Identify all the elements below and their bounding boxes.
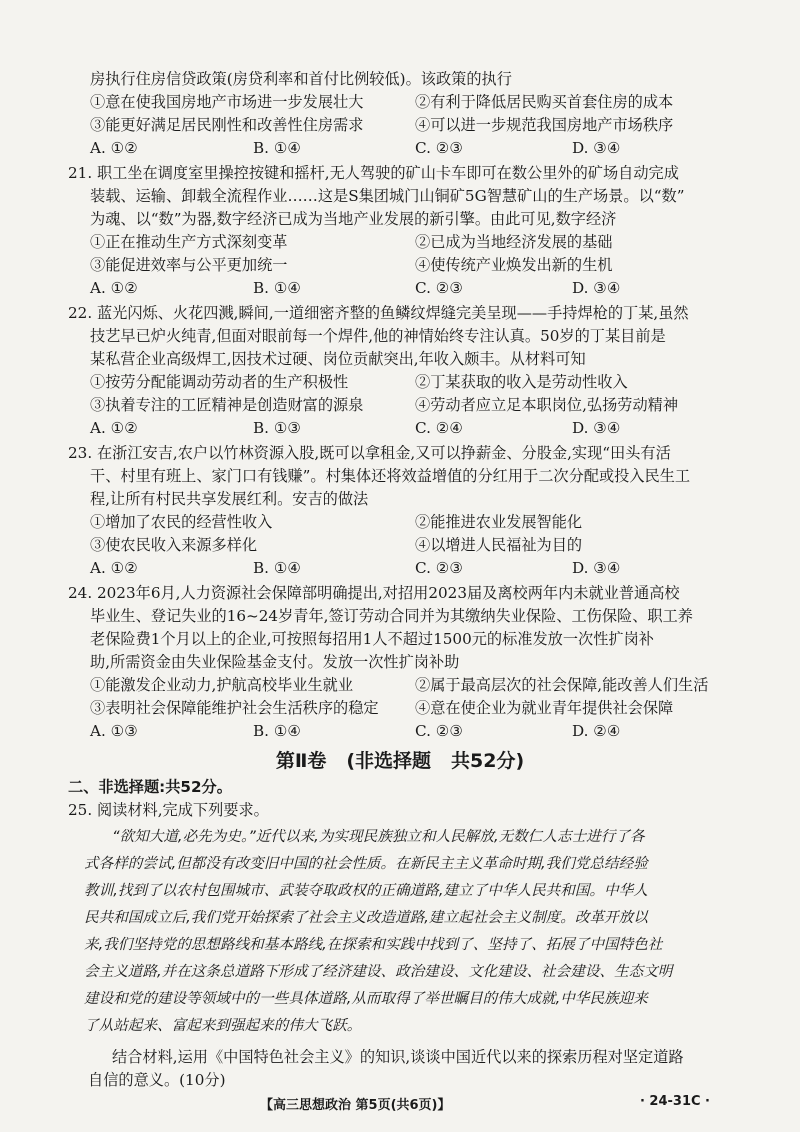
q24-choice-b: B. ①④ — [253, 722, 302, 740]
q21-choice-a: A. ①② — [90, 279, 138, 297]
q25-material-3: 教训,找到了以农村包围城市、武装夺取政权的正确道路,建立了中华人民共和国。中华人 — [84, 882, 648, 899]
q22-option-4: ④劳动者应立足本职岗位,弘扬劳动精神 — [415, 396, 679, 414]
q20-option-4: ④可以进一步规范我国房地产市场秩序 — [415, 116, 674, 134]
q22-choice-a: A. ①② — [90, 419, 138, 437]
q23-option-4: ④以增进人民福祉为目的 — [415, 536, 583, 554]
q21-choice-d: D. ③④ — [572, 279, 621, 297]
section-heading: 二、非选择题:共52分。 — [68, 778, 232, 796]
q21-option-3: ③能促进效率与公平更加统一 — [90, 256, 288, 274]
q25-task-2: 自信的意义。(10分) — [88, 1071, 226, 1089]
q24-option-1: ①能激发企业动力,护航高校毕业生就业 — [90, 676, 354, 694]
footer-code: · 24-31C · — [639, 1094, 710, 1109]
q21-option-1: ①正在推动生产方式深刻变革 — [90, 233, 288, 251]
q22-choice-c: C. ②④ — [415, 419, 463, 437]
q24-option-2: ②属于最高层次的社会保障,能改善人们生活 — [415, 676, 709, 694]
q21-choice-c: C. ②③ — [415, 279, 463, 297]
q25-material-7: 建设和党的建设等领域中的一些具体道路,从而取得了举世瞩目的伟大成就,中华民族迎来 — [84, 990, 648, 1007]
q22-option-3: ③执着专注的工匠精神是创造财富的源泉 — [90, 396, 364, 414]
exam-page: 房执行住房信贷政策(房贷利率和首付比例较低)。该政策的执行 ①意在使我国房地产市场进一步发展壮大 ②有利于降低居民购买首套住房的成本 ③能更好满足居民刚性和改善性住房需求 ④可以进一步规范我国房地产市场秩序 A. ①② B. ①④ C. ②③ D. ③④ 21. 职工坐在调度室里操控按键和摇杆,无人驾驶的矿山卡车即可在数公里外的矿场自动完成 装载、运输、卸载全流程作业……这是S集团城门山铜矿5G智慧矿山的生产场景。以“数” 为魂、以“数”为器,数字经济已成为当地产业发展的新引擎。由此可见,数字经济 ①正在推动生产方式深刻变革 ②已成为当地经济发展的基础 ③能促进效率与公平更加统一 ④使传统产业焕发出新的生机 A. ①② B. ①④ C. ②③ D. ③④ 22. 蓝光闪烁、火花四溅,瞬间,一道细密齐整的鱼鳞纹焊缝完美呈现——手持焊枪的丁某,虽然 技艺早已炉火纯青,但面对眼前每一个焊件,他的神情始终专注认真。50岁的丁某目前是 某私营企业高级焊工,因技术过硬、岗位贡献突出,年收入颇丰。从材料可知 ①按劳分配能调动劳动者的生产积极性 ②丁某获取的收入是劳动性收入 ③执着专注的工匠精神是创造财富的源泉 ④劳动者应立足本职岗位,弘扬劳动精神 A. ①② B. ①③ C. ②④ D. ③④ 23. 在浙江安吉,农户以竹林资源入股,既可以拿租金,又可以挣薪金、分股金,实现“田头有活 干、村里有班上、家门口有钱赚”。村集体还将效益增值的分红用于二次分配或投入民生工 程,让所有村民共享发展红利。安吉的做法 ①增加了农民的经营性收入 ②能推进农业发展智能化 ③使农民收入来源多样化 ④以增进人民福祉为目的 A. ①② B. ①④ C. ②③ D. ③④ 24. 2023年6月,人力资源社会保障部明确提出,对招用2023届及离校两年内未就业普通高校 毕业生、登记失业的16~24岁青年,签订劳动合同并为其缴纳失业保险、工伤保险、职工养 老保险费1个月以上的企业,可按照每招用1人不超过1500元的标准发放一次性扩岗补 助,所需资金由失业保险基金支付。发放一次性扩岗补助 ①能激发企业动力,护航高校毕业生就业 ②属于最高层次的社会保障,能改善人们生活 ③表明社会保障能维护社会生活秩序的稳定 ④意在使企业为就业青年提供社会保障 A. ①③ B. ①④ C. ②③ D. ②④ 第Ⅱ卷 (非选择题 共52分) 二、非选择题:共52分。 25. 阅读材料,完成下列要求。 “欲知大道,必先为史。”近代以来,为实现民族独立和人民解放,无数仁人志士进行了各 式各样的尝试,但都没有改变旧中国的社会性质。在新民主主义革命时期,我们党总结经验 教训,找到了以农村包围城市、武装夺取政权的正确道路,建立了中华人民共和国。中华人 民共和国成立后,我们党开始探索了社会主义改造道路,建立起社会主义制度。改革开放以 来,我们坚持党的思想路线和基本路线,在探索和实践中找到了、坚持了、拓展了中国特色社 会主义道路,并在这条总道路下形成了经济建设、政治建设、文化建设、社会建设、生态文明 建设和党的建设等领域中的一些具体道路,从而取得了举世瞩目的伟大成就,中华民族迎来 了从站起来、富起来到强起来的伟大飞跃。 结合材料,运用《中国特色社会主义》的知识,谈谈中国近代以来的探索历程对坚定道路 自信的意义。(10分) 【高三思想政治 第5页(共6页)】 · 24-31C · — [0, 0, 800, 1132]
section-title: 第Ⅱ卷 (非选择题 共52分) — [275, 750, 525, 772]
q22-option-1: ①按劳分配能调动劳动者的生产积极性 — [90, 373, 349, 391]
q23-choice-b: B. ①④ — [253, 559, 302, 577]
q25-material-2: 式各样的尝试,但都没有改变旧中国的社会性质。在新民主主义革命时期,我们党总结经验 — [84, 855, 648, 872]
q21-option-4: ④使传统产业焕发出新的生机 — [415, 256, 613, 274]
q22-choice-d: D. ③④ — [572, 419, 621, 437]
q22-option-2: ②丁某获取的收入是劳动性收入 — [415, 373, 628, 391]
q25-material-6: 会主义道路,并在这条总道路下形成了经济建设、政治建设、文化建设、社会建设、生态文明 — [84, 963, 673, 980]
q24-option-4: ④意在使企业为就业青年提供社会保障 — [415, 699, 674, 717]
q25-material-5: 来,我们坚持党的思想路线和基本路线,在探索和实践中找到了、坚持了、拓展了中国特色社 — [84, 936, 663, 953]
q24-choice-c: C. ②③ — [415, 722, 463, 740]
q20-choice-c: C. ②③ — [415, 139, 463, 157]
q23-option-3: ③使农民收入来源多样化 — [90, 536, 258, 554]
q23-choice-a: A. ①② — [90, 559, 138, 577]
q20-choice-d: D. ③④ — [572, 139, 621, 157]
q25-material-1: “欲知大道,必先为史。”近代以来,为实现民族独立和人民解放,无数仁人志士进行了各 — [112, 828, 645, 845]
q21-option-2: ②已成为当地经济发展的基础 — [415, 233, 613, 251]
q20-choice-b: B. ①④ — [253, 139, 302, 157]
q24-choice-d: D. ②④ — [572, 722, 621, 740]
q22-choice-b: B. ①③ — [253, 419, 302, 437]
q23-choice-c: C. ②③ — [415, 559, 463, 577]
q21-choice-b: B. ①④ — [253, 279, 302, 297]
q24-choice-a: A. ①③ — [90, 722, 138, 740]
q23-choice-d: D. ③④ — [572, 559, 621, 577]
footer-page-info: 【高三思想政治 第5页(共6页)】 — [260, 1098, 451, 1113]
q20-option-2: ②有利于降低居民购买首套住房的成本 — [415, 93, 674, 111]
q23-option-2: ②能推进农业发展智能化 — [415, 513, 583, 531]
q20-option-1: ①意在使我国房地产市场进一步发展壮大 — [90, 93, 364, 111]
q25-material-4: 民共和国成立后,我们党开始探索了社会主义改造道路,建立起社会主义制度。改革开放以 — [84, 909, 648, 926]
page-footer — [0, 1094, 800, 1118]
q24-option-3: ③表明社会保障能维护社会生活秩序的稳定 — [90, 699, 379, 717]
q25-task-1: 结合材料,运用《中国特色社会主义》的知识,谈谈中国近代以来的探索历程对坚定道路 — [112, 1048, 684, 1066]
q25-material-8: 了从站起来、富起来到强起来的伟大飞跃。 — [84, 1017, 362, 1034]
q20-choice-a: A. ①② — [90, 139, 138, 157]
q20-option-3: ③能更好满足居民刚性和改善性住房需求 — [90, 116, 364, 134]
q23-option-1: ①增加了农民的经营性收入 — [90, 513, 273, 531]
